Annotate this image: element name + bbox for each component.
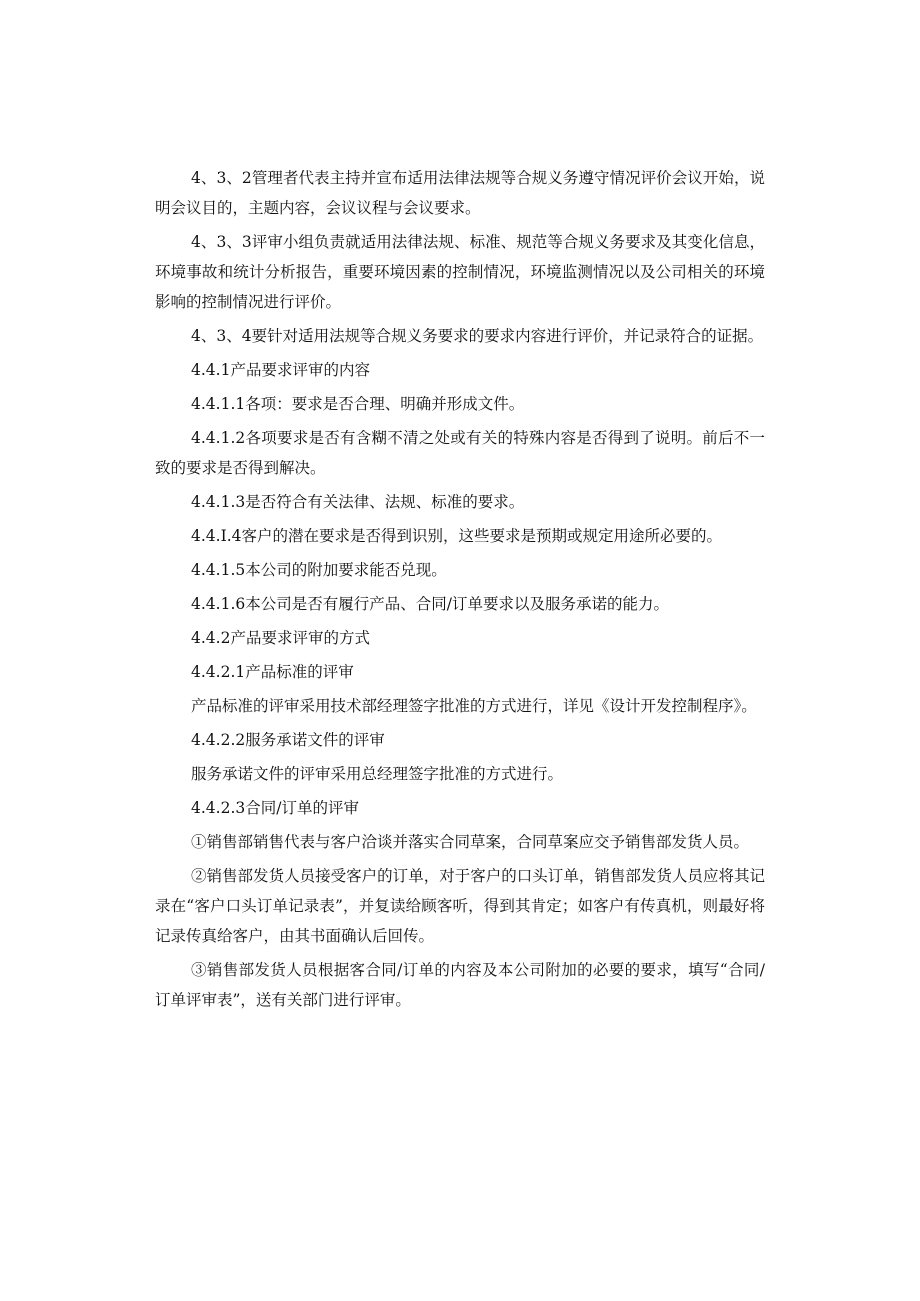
paragraph-4-4-1-2: 4.4.1.2各项要求是否有含糊不清之处或有关的特殊内容是否得到了说明。前后不一致的要求是否得到解决。 [155,429,765,477]
heading-4-4-2-1: 4.4.2.1产品标准的评审 [191,663,354,681]
paragraph-4-4-1-1: 4.4.1.1各项：要求是否合理、明确并形成文件。 [191,395,525,413]
heading-4-4-1: 4.4.1产品要求评审的内容 [191,361,370,379]
paragraph-4-4-1-6: 4.4.1.6本公司是否有履行产品、合同/订单要求以及服务承诺的能力。 [191,595,669,613]
heading-4-4-2-3: 4.4.2.3合同/订单的评审 [191,799,359,817]
heading-4-4-2: 4.4.2产品要求评审的方式 [191,629,370,647]
paragraph-4-4-1-3: 4.4.1.3是否符合有关法律、法规、标准的要求。 [191,493,525,511]
paragraph-4-3-2: 4、3、2管理者代表主持并宣布适用法律法规等合规义务遵守情况评价会议开始，说明会议目的，主题内容，会议议程与会议要求。 [155,169,765,217]
paragraph-4-4-1-4: 4.4.I.4客户的潜在要求是否得到识别，这些要求是预期或规定用途所必要的。 [191,527,722,545]
paragraph-service-commitment-review: 服务承诺文件的评审采用总经理签字批准的方式进行。 [191,765,564,783]
paragraph-product-standard-review: 产品标准的评审采用技术部经理签字批准的方式进行，详见《设计开发控制程序》。 [191,697,757,715]
paragraph-4-3-4: 4、3、4要针对适用法规等合规义务要求的要求内容进行评价，并记录符合的证据。 [191,327,764,345]
heading-4-4-2-2: 4.4.2.2服务承诺文件的评审 [191,731,385,749]
paragraph-4-4-1-5: 4.4.1.5本公司的附加要求能否兑现。 [191,561,447,579]
paragraph-step-1: ①销售部销售代表与客户洽谈并落实合同草案，合同草案应交予销售部发货人员。 [191,833,750,851]
document-page [155,163,765,1019]
paragraph-4-3-3: 4、3、3评审小组负责就适用法律法规、标准、规范等合规义务要求及其变化信息，环境事故和统计分析报告，重要环境因素的控制情况，环境监测情况以及公司相关的环境影响的控制情况进行评价。 [155,233,765,311]
paragraph-step-2: ②销售部发货人员接受客户的订单，对于客户的口头订单，销售部发货人员应将其记录在“客户口头订单记录表”，并复读给顾客听，得到其肯定；如客户有传真机，则最好将记录传真给客户，由其书面确认后回传。 [155,867,765,945]
paragraph-step-3: ③销售部发货人员根据客合同/订单的内容及本公司附加的必要的要求，填写“合同/订单评审表”，送有关部门进行评审。 [155,961,765,1009]
